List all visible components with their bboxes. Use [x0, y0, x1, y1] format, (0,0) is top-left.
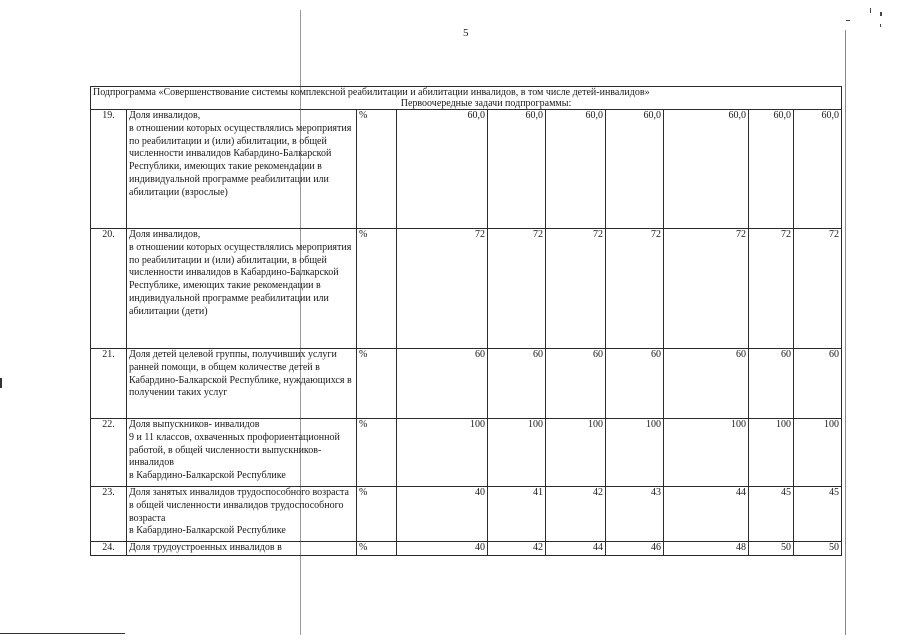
value-cell: 72: [606, 229, 664, 349]
scan-top-tick-1: [870, 8, 871, 13]
value-cell: 60: [606, 349, 664, 419]
scan-top-tick-3: [880, 24, 881, 27]
unit-cell: %: [357, 542, 397, 556]
value-cell: 41: [488, 487, 546, 542]
table-row: [91, 349, 842, 419]
value-cell: 100: [606, 419, 664, 487]
subprogram-title: Подпрограмма «Совершенствование системы комплексной реабилитации и абилитации инвалидов, в том числе детей-инвалидов»: [93, 87, 650, 98]
subprogram-header-row: [91, 87, 842, 110]
row-number: 21.: [91, 349, 127, 419]
value-cell: 60,0: [749, 110, 794, 229]
table-row: [91, 110, 842, 229]
page-number: 5: [463, 27, 469, 39]
value-cell: 60: [749, 349, 794, 419]
value-cell: 60: [546, 349, 606, 419]
unit-cell: %: [357, 419, 397, 487]
value-cell: 100: [397, 419, 488, 487]
unit-cell: %: [357, 487, 397, 542]
value-cell: 100: [749, 419, 794, 487]
value-cell: 40: [397, 542, 488, 556]
indicator-name: Доля выпускников- инвалидов 9 и 11 классов, охваченных профориентационной работой, в общей численности выпускников- инвалидов в Кабардино-Балкарской Республике: [127, 419, 357, 487]
value-cell: 50: [749, 542, 794, 556]
value-cell: 50: [794, 542, 842, 556]
indicator-name: Доля инвалидов, в отношении которых осуществлялись мероприятия по реабилитации и (или) абилитации, в общей численности инвалидов Кабардино-Балкарской Республики, имеющих такие рекомендации в индивидуальной программе реабилитации или абилитации (взрослые): [127, 110, 357, 229]
value-cell: 60,0: [606, 110, 664, 229]
indicator-name: Доля детей целевой группы, получивших услуги ранней помощи, в общем количестве детей в Кабардино-Балкарской Республике, нуждающихся в получении таких услуг: [127, 349, 357, 419]
scan-top-tick-4: [846, 20, 850, 21]
value-cell: 42: [546, 487, 606, 542]
value-cell: 60,0: [794, 110, 842, 229]
scan-right-line: [845, 30, 846, 635]
table-row: [91, 542, 842, 556]
value-cell: 44: [664, 487, 749, 542]
value-cell: 60: [664, 349, 749, 419]
value-cell: 43: [606, 487, 664, 542]
value-cell: 100: [794, 419, 842, 487]
row-number: 24.: [91, 542, 127, 556]
subprogram-header-cell: [91, 87, 842, 110]
indicator-name: Доля занятых инвалидов трудоспособного возраста в общей численности инвалидов трудоспособного возраста в Кабардино-Балкарской Республике: [127, 487, 357, 542]
value-cell: 100: [488, 419, 546, 487]
unit-cell: %: [357, 229, 397, 349]
indicator-name: Доля трудоустроенных инвалидов в: [127, 542, 357, 556]
scan-bottom-line: [0, 633, 125, 634]
value-cell: 60,0: [488, 110, 546, 229]
row-number: 19.: [91, 110, 127, 229]
value-cell: 72: [397, 229, 488, 349]
value-cell: 72: [749, 229, 794, 349]
value-cell: 60: [488, 349, 546, 419]
value-cell: 100: [664, 419, 749, 487]
value-cell: 44: [546, 542, 606, 556]
tasks-heading: Первоочередные задачи подпрограммы:: [400, 98, 572, 109]
row-number: 20.: [91, 229, 127, 349]
value-cell: 46: [606, 542, 664, 556]
indicators-table: [90, 86, 842, 556]
value-cell: 72: [664, 229, 749, 349]
value-cell: 100: [546, 419, 606, 487]
scan-top-tick-2: [880, 12, 882, 16]
value-cell: 72: [546, 229, 606, 349]
table-row: [91, 229, 842, 349]
value-cell: 42: [488, 542, 546, 556]
value-cell: 72: [488, 229, 546, 349]
indicator-name: Доля инвалидов, в отношении которых осуществлялись мероприятия по реабилитации и (или) абилитации, в общей численности инвалидов в Кабардино-Балкарской Республике, имеющих такие рекомендации в индивидуальной программе реабилитации или абилитации (дети): [127, 229, 357, 349]
table-row: [91, 419, 842, 487]
value-cell: 72: [794, 229, 842, 349]
table-row: [91, 487, 842, 542]
value-cell: 48: [664, 542, 749, 556]
value-cell: 45: [749, 487, 794, 542]
unit-cell: %: [357, 110, 397, 229]
value-cell: 40: [397, 487, 488, 542]
row-number: 22.: [91, 419, 127, 487]
unit-cell: %: [357, 349, 397, 419]
scan-left-tick: [0, 378, 2, 388]
value-cell: 60,0: [397, 110, 488, 229]
row-number: 23.: [91, 487, 127, 542]
value-cell: 60: [397, 349, 488, 419]
value-cell: 60: [794, 349, 842, 419]
value-cell: 60,0: [546, 110, 606, 229]
value-cell: 45: [794, 487, 842, 542]
value-cell: 60,0: [664, 110, 749, 229]
